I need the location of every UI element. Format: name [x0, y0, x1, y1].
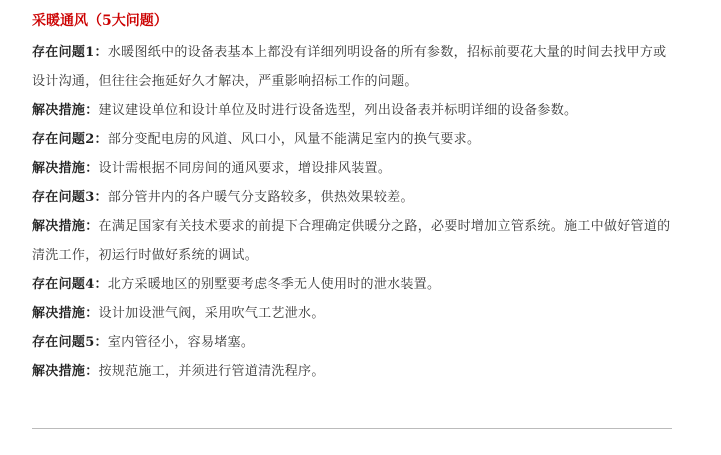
- issue-paragraph-3: [32, 183, 672, 212]
- issue-label: 存在问题3：: [32, 190, 108, 205]
- solution-label: 解决措施：: [32, 161, 99, 176]
- solution-text: 建议建设单位和设计单位及时进行设备选型，列出设备表并标明详细的设备参数。: [98, 103, 578, 118]
- solution-paragraph-2: [32, 154, 672, 183]
- issue-paragraph-2: [32, 125, 672, 154]
- article: [32, 10, 672, 386]
- solution-text: 设计加设泄气阀，采用吹气工艺泄水。: [98, 306, 325, 321]
- issue-text: 室内管径小，容易堵塞。: [107, 335, 255, 350]
- solution-paragraph-3: [32, 212, 672, 270]
- solution-label: 解决措施：: [32, 364, 99, 379]
- issue-label: 存在问题2：: [32, 132, 108, 147]
- solution-label: 解决措施：: [32, 103, 99, 118]
- section-title: 采暖通风（5大问题）: [32, 13, 168, 29]
- issue-label: 存在问题1：: [32, 45, 108, 60]
- issue-text: 水暖图纸中的设备表基本上都没有详细列明设备的所有参数，招标前要花大量的时间去找甲方或设计沟通，但往往会拖延好久才解决，严重影响招标工作的问题。: [32, 45, 667, 89]
- solution-text: 按规范施工，并须进行管道清洗程序。: [98, 364, 325, 379]
- issue-label: 存在问题4：: [32, 277, 108, 292]
- solution-paragraph-4: [32, 299, 672, 328]
- issue-label: 存在问题5：: [32, 335, 108, 350]
- solution-label: 解决措施：: [32, 306, 99, 321]
- solution-label: 解决措施：: [32, 219, 99, 234]
- bottom-divider: [32, 428, 672, 429]
- solution-paragraph-5: [32, 357, 672, 386]
- issue-paragraph-1: [32, 38, 672, 96]
- solution-paragraph-1: [32, 96, 672, 125]
- issue-paragraph-5: [32, 328, 672, 357]
- solution-text: 在满足国家有关技术要求的前提下合理确定供暖分之路，必要时增加立管系统。施工中做好管道的清洗工作，初运行时做好系统的调试。: [32, 219, 671, 263]
- issue-text: 北方采暖地区的别墅要考虑冬季无人使用时的泄水装置。: [107, 277, 441, 292]
- issue-paragraph-4: [32, 270, 672, 299]
- issue-text: 部分管井内的各户暖气分支路较多，供热效果较差。: [107, 190, 414, 205]
- issue-text: 部分变配电房的风道、风口小，风量不能满足室内的换气要求。: [107, 132, 481, 147]
- solution-text: 设计需根据不同房间的通风要求，增设排风装置。: [98, 161, 392, 176]
